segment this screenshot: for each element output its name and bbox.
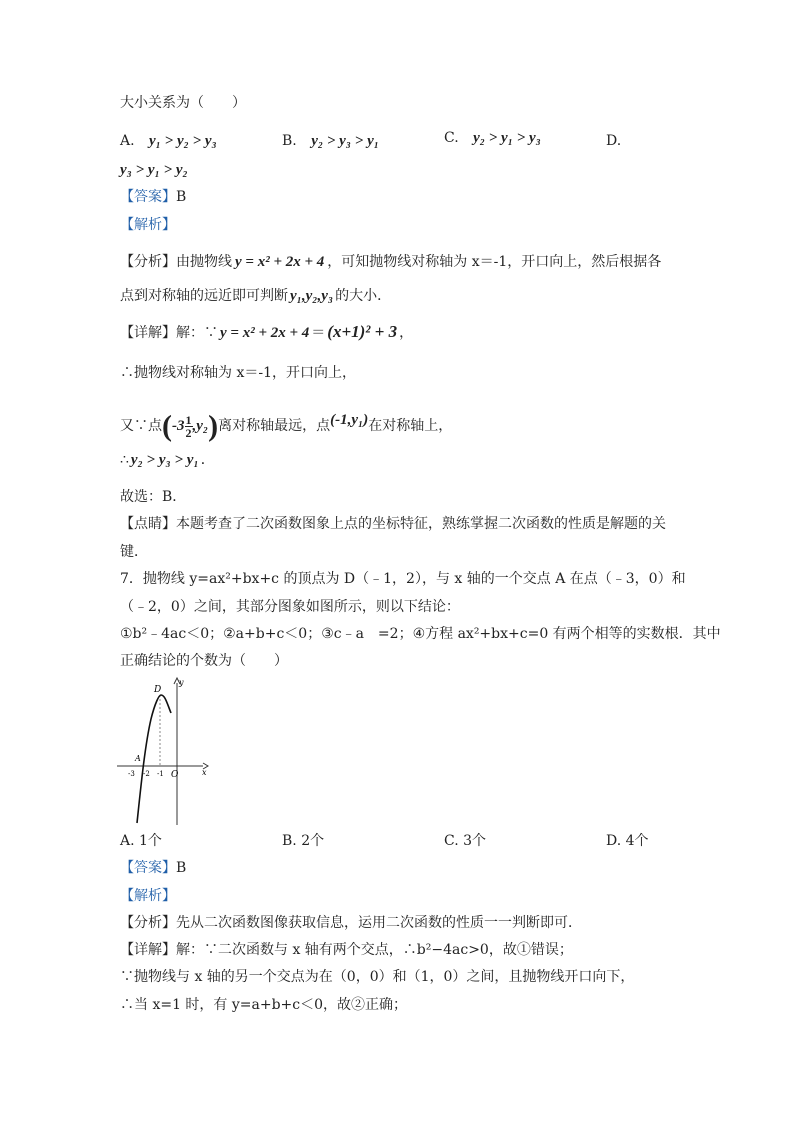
text: ，: [399, 325, 414, 341]
x-axis-label: x: [202, 768, 207, 777]
q6-option-a[interactable]: [120, 131, 217, 151]
q7-fenxi: [120, 913, 582, 933]
origin-label: O: [171, 770, 179, 780]
equation-vertex-form: (x+1)² + 3: [327, 322, 398, 341]
equation: y = x² + 2x + 4: [220, 325, 310, 341]
text: ．: [200, 452, 215, 468]
dianjing-tag: 【点睛】: [120, 516, 176, 532]
q6-option-b[interactable]: [282, 131, 379, 151]
answer-value: B: [176, 860, 187, 876]
q6-analysis-tag: 【解析】: [120, 217, 176, 233]
option-label: A.: [120, 133, 135, 149]
q6-axis-line: ∴抛物线对称轴为 x＝-1，开口向上，: [120, 365, 356, 381]
text: 点到对称轴的远近即可判断: [120, 288, 288, 304]
conclusion-expr: y₂ > y₃ > y₁: [130, 452, 199, 468]
pt1-x: -3: [172, 418, 185, 434]
answer-tag: 【答案】: [120, 189, 176, 205]
detail-tag: 【详解】: [120, 942, 176, 958]
option-expr: y₁ > y₂ > y₃: [149, 133, 217, 149]
q6-stem-tail: 大小关系为（ ）: [120, 95, 246, 111]
numerator: 1: [185, 413, 192, 428]
pt1-y: y₂: [196, 418, 209, 434]
q7-option-a[interactable]: A. 1个: [120, 833, 162, 849]
text: ，可知抛物线对称轴为 x＝-1，开口向上，然后根据各: [327, 254, 662, 270]
q6-option-d[interactable]: [606, 131, 621, 151]
q6-choose: 故选：B．: [120, 489, 187, 505]
text: 由抛物线: [176, 254, 232, 270]
point-1: (-3 $\frac{1}{2}$ ,y₂): [162, 409, 219, 443]
option-label: C.: [444, 130, 459, 146]
q7-detail-line2: ∵抛物线与 x 轴的另一个交点为在（0，0）和（1，0）之间，且抛物线开口向下，: [120, 969, 635, 985]
q7-option-c[interactable]: C. 3个: [444, 833, 487, 849]
text: ＝: [311, 325, 326, 341]
equation: y = x² + 2x + 4: [235, 254, 325, 270]
answer-tag: 【答案】: [120, 860, 176, 876]
q6-detail-line1: [120, 322, 413, 343]
answer-value: B: [176, 189, 187, 205]
q7-stem-line3: ①b²﹣4ac＜0；②a+b+c＜0；③c﹣a =2；④方程 ax²+bx+c=0 有两个相等的实数根．其中: [120, 626, 721, 642]
q7-analysis-tag: 【解析】: [120, 888, 176, 904]
option-label: D.: [606, 133, 622, 149]
q7-stem-line2: （﹣2，0）之间，其部分图象如图所示，则以下结论：: [120, 599, 460, 615]
q6-option-c[interactable]: [444, 128, 541, 148]
text: 先从二次函数图像获取信息，运用二次函数的性质一一判断即可．: [176, 915, 582, 931]
q6-fenxi-line1: [120, 252, 661, 272]
q7-stem-line1: 7．抛物线 y=ax²+bx+c 的顶点为 D（﹣1，2），与 x 轴的一个交点 A 在点（﹣3，0）和: [120, 571, 686, 587]
tick-neg2: -2: [143, 770, 150, 778]
y-values: y₁,y₂,y₃: [290, 288, 334, 304]
text: 的大小．: [335, 288, 392, 304]
tick-neg3: -3: [128, 770, 135, 778]
fenxi-tag: 【分析】: [120, 915, 176, 931]
point-a-label: A: [135, 754, 141, 763]
q7-detail-line3: ∴当 x=1 时，有 y=a+b+c＜0，故②正确；: [120, 997, 408, 1013]
y-axis-label: y: [179, 678, 184, 687]
option-expr: y₃ > y₁ > y₂: [120, 162, 188, 178]
option-expr: y₂ > y₁ > y₃: [473, 130, 541, 146]
option-label: B.: [282, 133, 297, 149]
option-expr: y₂ > y₃ > y₁: [311, 133, 379, 149]
text: 解：∵: [176, 325, 218, 341]
q6-fenxi-line2: [120, 286, 391, 306]
detail-tag: 【详解】: [120, 325, 176, 341]
point-2: (-1,y₁): [330, 412, 369, 428]
q6-dianjing-line1: [120, 514, 666, 534]
q6-you-line: [120, 400, 453, 443]
denominator: 2: [185, 426, 192, 441]
q6-option-d-expr: [120, 160, 188, 180]
q6-dianjing-line2: 键．: [120, 544, 148, 560]
text: 离对称轴最远，点: [218, 418, 331, 434]
text: 在对称轴上，: [368, 418, 453, 434]
q7-answer: [120, 858, 186, 878]
q6-so-line: [120, 450, 215, 470]
pt1-fraction: [185, 414, 193, 439]
text: ∴: [120, 452, 129, 468]
q7-option-b[interactable]: B. 2个: [282, 833, 325, 849]
parabola-curve: [137, 695, 171, 823]
tick-neg1: -1: [157, 770, 164, 778]
q7-stem-line4: 正确结论的个数为（ ）: [120, 653, 288, 669]
q6-answer: [120, 187, 186, 207]
text: 解：∵二次函数与 x 轴有两个交点，∴b²−4ac>0，故①错误；: [176, 942, 573, 958]
q7-parabola-figure: [115, 675, 215, 830]
q7-option-d[interactable]: D. 4个: [606, 833, 649, 849]
vertex-label: D: [154, 685, 162, 695]
text: 又∵点: [120, 418, 162, 434]
fenxi-tag: 【分析】: [120, 254, 176, 270]
q7-detail-line1: [120, 940, 573, 960]
text: 本题考查了二次函数图象上点的坐标特征，熟练掌握二次函数的性质是解题的关: [176, 516, 666, 532]
